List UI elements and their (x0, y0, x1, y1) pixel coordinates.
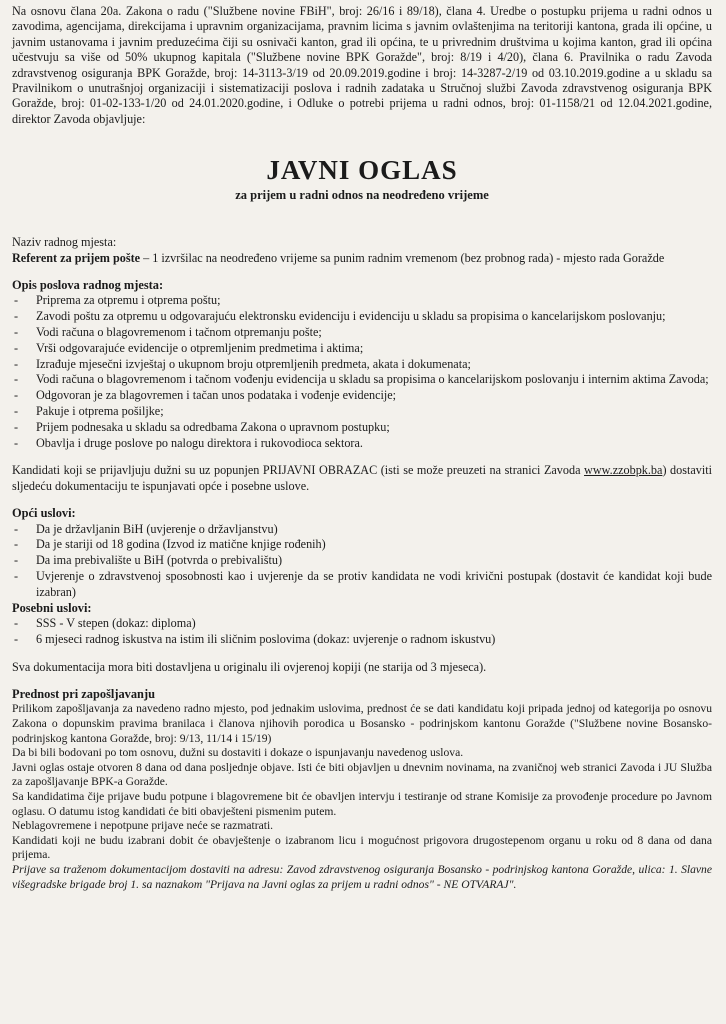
priority-paragraph: Prilikom zapošljavanja za navedeno radno mjesto, pod jednakim uslovima, prednost će se dati kandidatu koji pripada jednoj od kategorija po osnovu Zakona o dopunskim pravima branilaca i članova njihovih porodica u Bosansko - podrinjskom kantonu Goražde ("Službene novine Bosansko-podrinjskog kantona Goražde, broj: 9/13, 11/14 i 15/19) (12, 702, 712, 745)
document-title: JAVNI OGLAS (266, 155, 458, 186)
list-item: - Da ima prebivalište u BiH (potvrda o prebivalištu) (12, 553, 712, 569)
position-label: Naziv radnog mjesta: (12, 235, 117, 250)
general-conditions-list (12, 522, 712, 601)
list-item: - 6 mjeseci radnog iskustva na istim ili sličnim poslovima (dokaz: uvjerenje o radnom iskustvu) (12, 632, 712, 648)
list-item: - Pakuje i otprema pošiljke; (12, 404, 712, 420)
special-conditions-list (12, 616, 712, 648)
list-item: - Priprema za otpremu i otprema poštu; (12, 293, 712, 309)
list-item: - Uvjerenje o zdravstvenoj sposobnosti kao i uvjerenje da se protiv kandidata ne vodi krivični postupak (dostavit će kandidat koji bude izabran) (12, 569, 712, 601)
position-details: – 1 izvršilac na neodređeno vrijeme sa punim radnim vremenom (bez probnog rada) - mjesto rada Goražde (140, 250, 665, 265)
documentation-note: Sva dokumentacija mora biti dostavljena u originalu ili ovjerenoj kopiji (ne starija od 3 mjeseca). (12, 659, 487, 674)
list-item: - Vrši odgovarajuće evidencije o otpremljenim predmetima i aktima; (12, 341, 712, 357)
position-line (12, 251, 712, 266)
document-subtitle: za prijem u radni odnos na neodređeno vrijeme (235, 188, 489, 203)
duties-list (12, 293, 712, 451)
intro-paragraph: Na osnovu člana 20a. Zakona o radu ("Službene novine FBiH", broj: 26/16 i 89/18), člana 4. Uredbe o postupku prijema u radni odnos u zavodima, agencijama, direkcijama i upravnim organizacijama, pravnim licima s javnim ovlaštenjima na teritoriji kantona, grada ili općine, u javnim ustanovama i javnim preduzećima čiji su osnivači kanton, grad ili općina, te u privrednim društvima u kojima kanton, grad ili općina učestvuju sa više od 50% ukupnog kapitala ("Službene novine BPK Goražde", broj: 8/19 i 4/20), člana 6. Pravilnika o radu Zavoda zdravstvenog osiguranja BPK Goražde, broj: 14-3113-3/19 od 20.09.2019.godine i broj: 14-3287-2/19 od 03.10.2019.godine a u skladu sa Pravilnikom o unutrašnjoj organizaciji i sistematizaciji poslova i radnih zadataka u Stručnoj službi Zavoda zdravstvenog osiguranja BPK Goražde, broj: 01-02-133-1/20 od 24.01.2020.godine, i Odluke o potrebi prijema u radni odnos, broj: 01-1158/21 od 12.04.2021.godine, direktor Zavoda objavljuje: (12, 4, 712, 126)
position-name: Referent za prijem pošte (12, 250, 141, 265)
duties-heading: Opis poslova radnog mjesta: (12, 278, 164, 293)
priority-paragraph: Javni oglas ostaje otvoren 8 dana od dana posljednje objave. Isti će biti objavljen u dnevnim novinama, na zvaničnoj web stranici Zavoda i JU Služba za zapošljavanje BPK-a Goražde. (12, 760, 712, 789)
list-item: - Da je stariji od 18 godina (Izvod iz matične knjige rođenih) (12, 537, 712, 553)
list-item: - Odgovoran je za blagovremen i tačan unos podataka i vođenje evidencije; (12, 388, 712, 404)
list-item: - Zavodi poštu za otpremu u odgovarajuću elektronsku evidenciju i evidenciju u skladu sa propisima o kancelarijskom poslovanju; (12, 309, 712, 325)
priority-section (12, 687, 712, 892)
priority-paragraph: Kandidati koji ne budu izabrani dobit će obavještenje o izabranom licu i mogućnost prigovora drugostepenom organu u roku od 8 dana od dana prijema. (12, 833, 712, 862)
list-item: - Obavlja i druge poslove po nalogu direktora i rukovodioca sektora. (12, 436, 712, 452)
list-item: - SSS - V stepen (dokaz: diploma) (12, 616, 712, 632)
list-item: - Prijem podnesaka u skladu sa odredbama Zakona o upravnom postupku; (12, 420, 712, 436)
priority-heading: Prednost pri zapošljavanju (12, 687, 155, 702)
application-paragraph (12, 463, 712, 494)
application-text-after: ) dostaviti sljedeću dokumentaciju te ispunjavati opće i posebne uslove. (12, 463, 712, 493)
website-link[interactable]: www.zzobpk.ba (584, 463, 663, 478)
priority-paragraph: Neblagovremene i nepotpune prijave neće se razmatrati. (12, 819, 274, 833)
priority-paragraph: Da bi bili bodovani po tom osnovu, dužni su dostaviti i dokaze o ispunjavanju navedenog uslova. (12, 746, 464, 760)
application-text-before: Kandidati koji se prijavljuju dužni su uz popunjen PRIJAVNI OBRAZAC (isti se može preuzeti na stranici Zavoda (12, 463, 585, 478)
special-conditions-heading: Posebni uslovi: (12, 600, 92, 615)
general-conditions-heading: Opći uslovi: (12, 506, 76, 521)
list-item: - Vodi računa o blagovremenom i tačnom vođenju evidencija u skladu sa propisima o kancelarijskom poslovanju i internim aktima Zavoda; (12, 372, 712, 388)
submission-address: Prijave sa traženom dokumentacijom dostaviti na adresu: Zavod zdravstvenog osiguranja Bosansko - podrinjskog kantona Goražde, ulica: 1. Slavne višegradske brigade broj 1. sa naznakom "Prijava na Javni oglas za prijem u radni odnos" - NE OTVARAJ". (12, 862, 712, 891)
list-item: - Da je državljanin BiH (uvjerenje o državljanstvu) (12, 522, 712, 538)
list-item: - Izrađuje mjesečni izvještaj o ukupnom broju otpremljenih predmeta, akata i dokumenata; (12, 357, 712, 373)
priority-paragraph: Sa kandidatima čije prijave budu potpune i blagovremene bit će obavljen intervju i testiranje od strane Komisije za provođenje procedure po Javnom oglasu. O datumu istog kandidati će biti obavješteni pismenim putem. (12, 790, 712, 818)
list-item: - Vodi računa o blagovremenom i tačnom otpremanju pošte; (12, 325, 712, 341)
